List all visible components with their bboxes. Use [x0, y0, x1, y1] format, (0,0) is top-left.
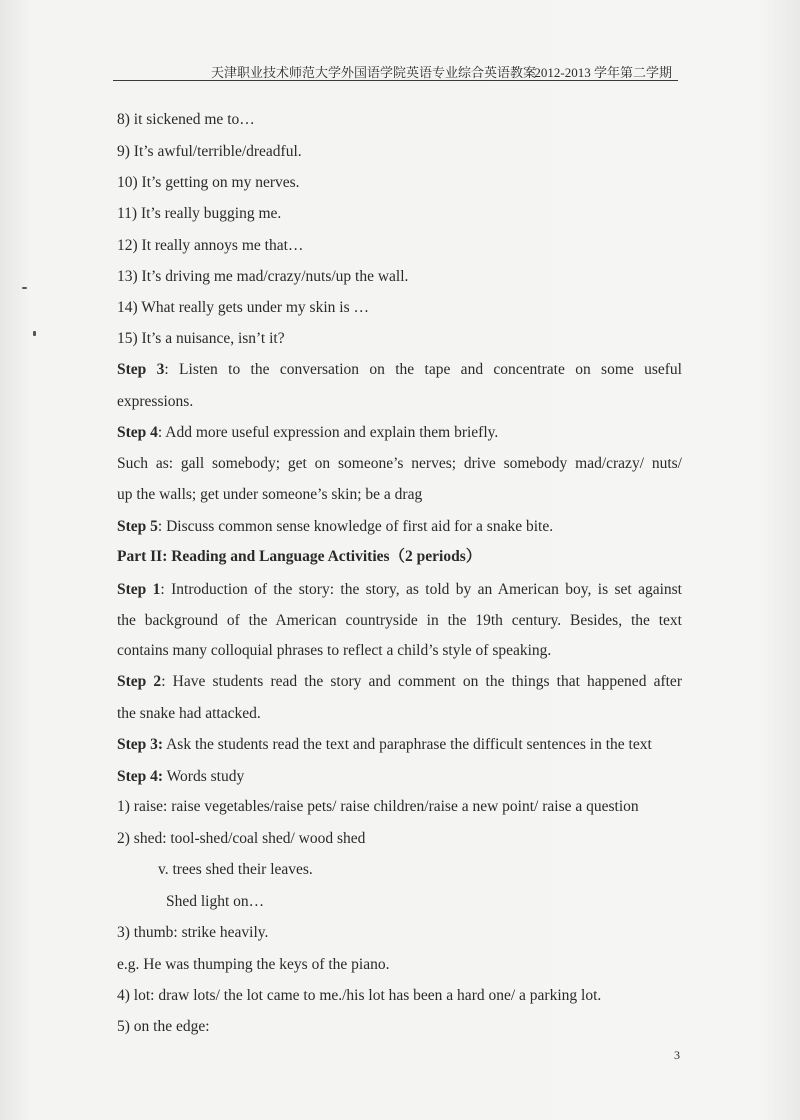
body-line: v. trees shed their leaves. — [158, 861, 313, 878]
body-line: contains many colloquial phrases to reflect a child’s style of speaking. — [117, 642, 552, 659]
body-line: expressions. — [117, 393, 194, 410]
body-line: 4) lot: draw lots/ the lot came to me./his lot has been a hard one/ a parking lot. — [117, 987, 602, 1004]
step-label: Step 2 — [117, 673, 162, 690]
step-line: Step 4: Add more useful expression and explain them briefly. — [117, 424, 499, 441]
body-line: 14) What really gets under my skin is … — [117, 299, 369, 316]
step-label: Step 1 — [117, 581, 161, 598]
step-line: Step 3: Listen to the conversation on the tape and concentrate on some useful — [117, 361, 682, 378]
step-line: Step 5: Discuss common sense knowledge of first aid for a snake bite. — [117, 518, 554, 535]
header-school: 天津职业技术师范大学外国语学院英语专业综合英语教案 — [211, 65, 537, 80]
body-line: 13) It’s driving me mad/crazy/nuts/up the wall. — [117, 268, 409, 285]
step-line: Step 4: Words study — [117, 768, 245, 785]
section-heading: Part II: Reading and Language Activities（2 periods） — [117, 548, 482, 565]
step-label: Step 4 — [117, 424, 158, 441]
page-number: 3 — [674, 1048, 680, 1062]
body-line: 9) It’s awful/terrible/dreadful. — [117, 143, 302, 160]
body-line: the background of the American countryside in the 19th century. Besides, the text — [117, 612, 682, 629]
step-label: Step 4: — [117, 768, 164, 785]
step-label: Step 3: — [117, 736, 164, 753]
body-line: Such as: gall somebody; get on someone’s nerves; drive somebody mad/crazy/ nuts/ — [117, 455, 682, 472]
step-line: Step 1: Introduction of the story: the story, as told by an American boy, is set against — [117, 581, 682, 598]
body-line: 8) it sickened me to… — [117, 111, 255, 128]
body-line: up the walls; get under someone’s skin; be a drag — [117, 486, 423, 503]
scan-speck — [33, 331, 36, 336]
body-line: 3) thumb: strike heavily. — [117, 924, 269, 941]
step-label: Step 3 — [117, 361, 165, 378]
scan-speck — [22, 287, 27, 289]
body-line: 10) It’s getting on my nerves. — [117, 174, 300, 191]
header-term: 2012-2013 学年第二学期 — [534, 65, 672, 80]
body-line: 1) raise: raise vegetables/raise pets/ raise children/raise a new point/ raise a question — [117, 798, 639, 815]
body-line: e.g. He was thumping the keys of the piano. — [117, 956, 390, 973]
step-line: Step 3: Ask the students read the text and paraphrase the difficult sentences in the text — [117, 736, 652, 753]
body-line: 5) on the edge: — [117, 1018, 210, 1035]
body-line: 12) It really annoys me that… — [117, 237, 304, 254]
body-line: 2) shed: tool-shed/coal shed/ wood shed — [117, 830, 366, 847]
body-line: 11) It’s really bugging me. — [117, 205, 282, 222]
body-line: Shed light on… — [166, 893, 265, 910]
page-header — [113, 60, 678, 81]
step-label: Step 5 — [117, 518, 158, 535]
body-line: 15) It’s a nuisance, isn’t it? — [117, 330, 285, 347]
step-line: Step 2: Have students read the story and comment on the things that happened after — [117, 673, 682, 690]
body-line: the snake had attacked. — [117, 705, 261, 722]
